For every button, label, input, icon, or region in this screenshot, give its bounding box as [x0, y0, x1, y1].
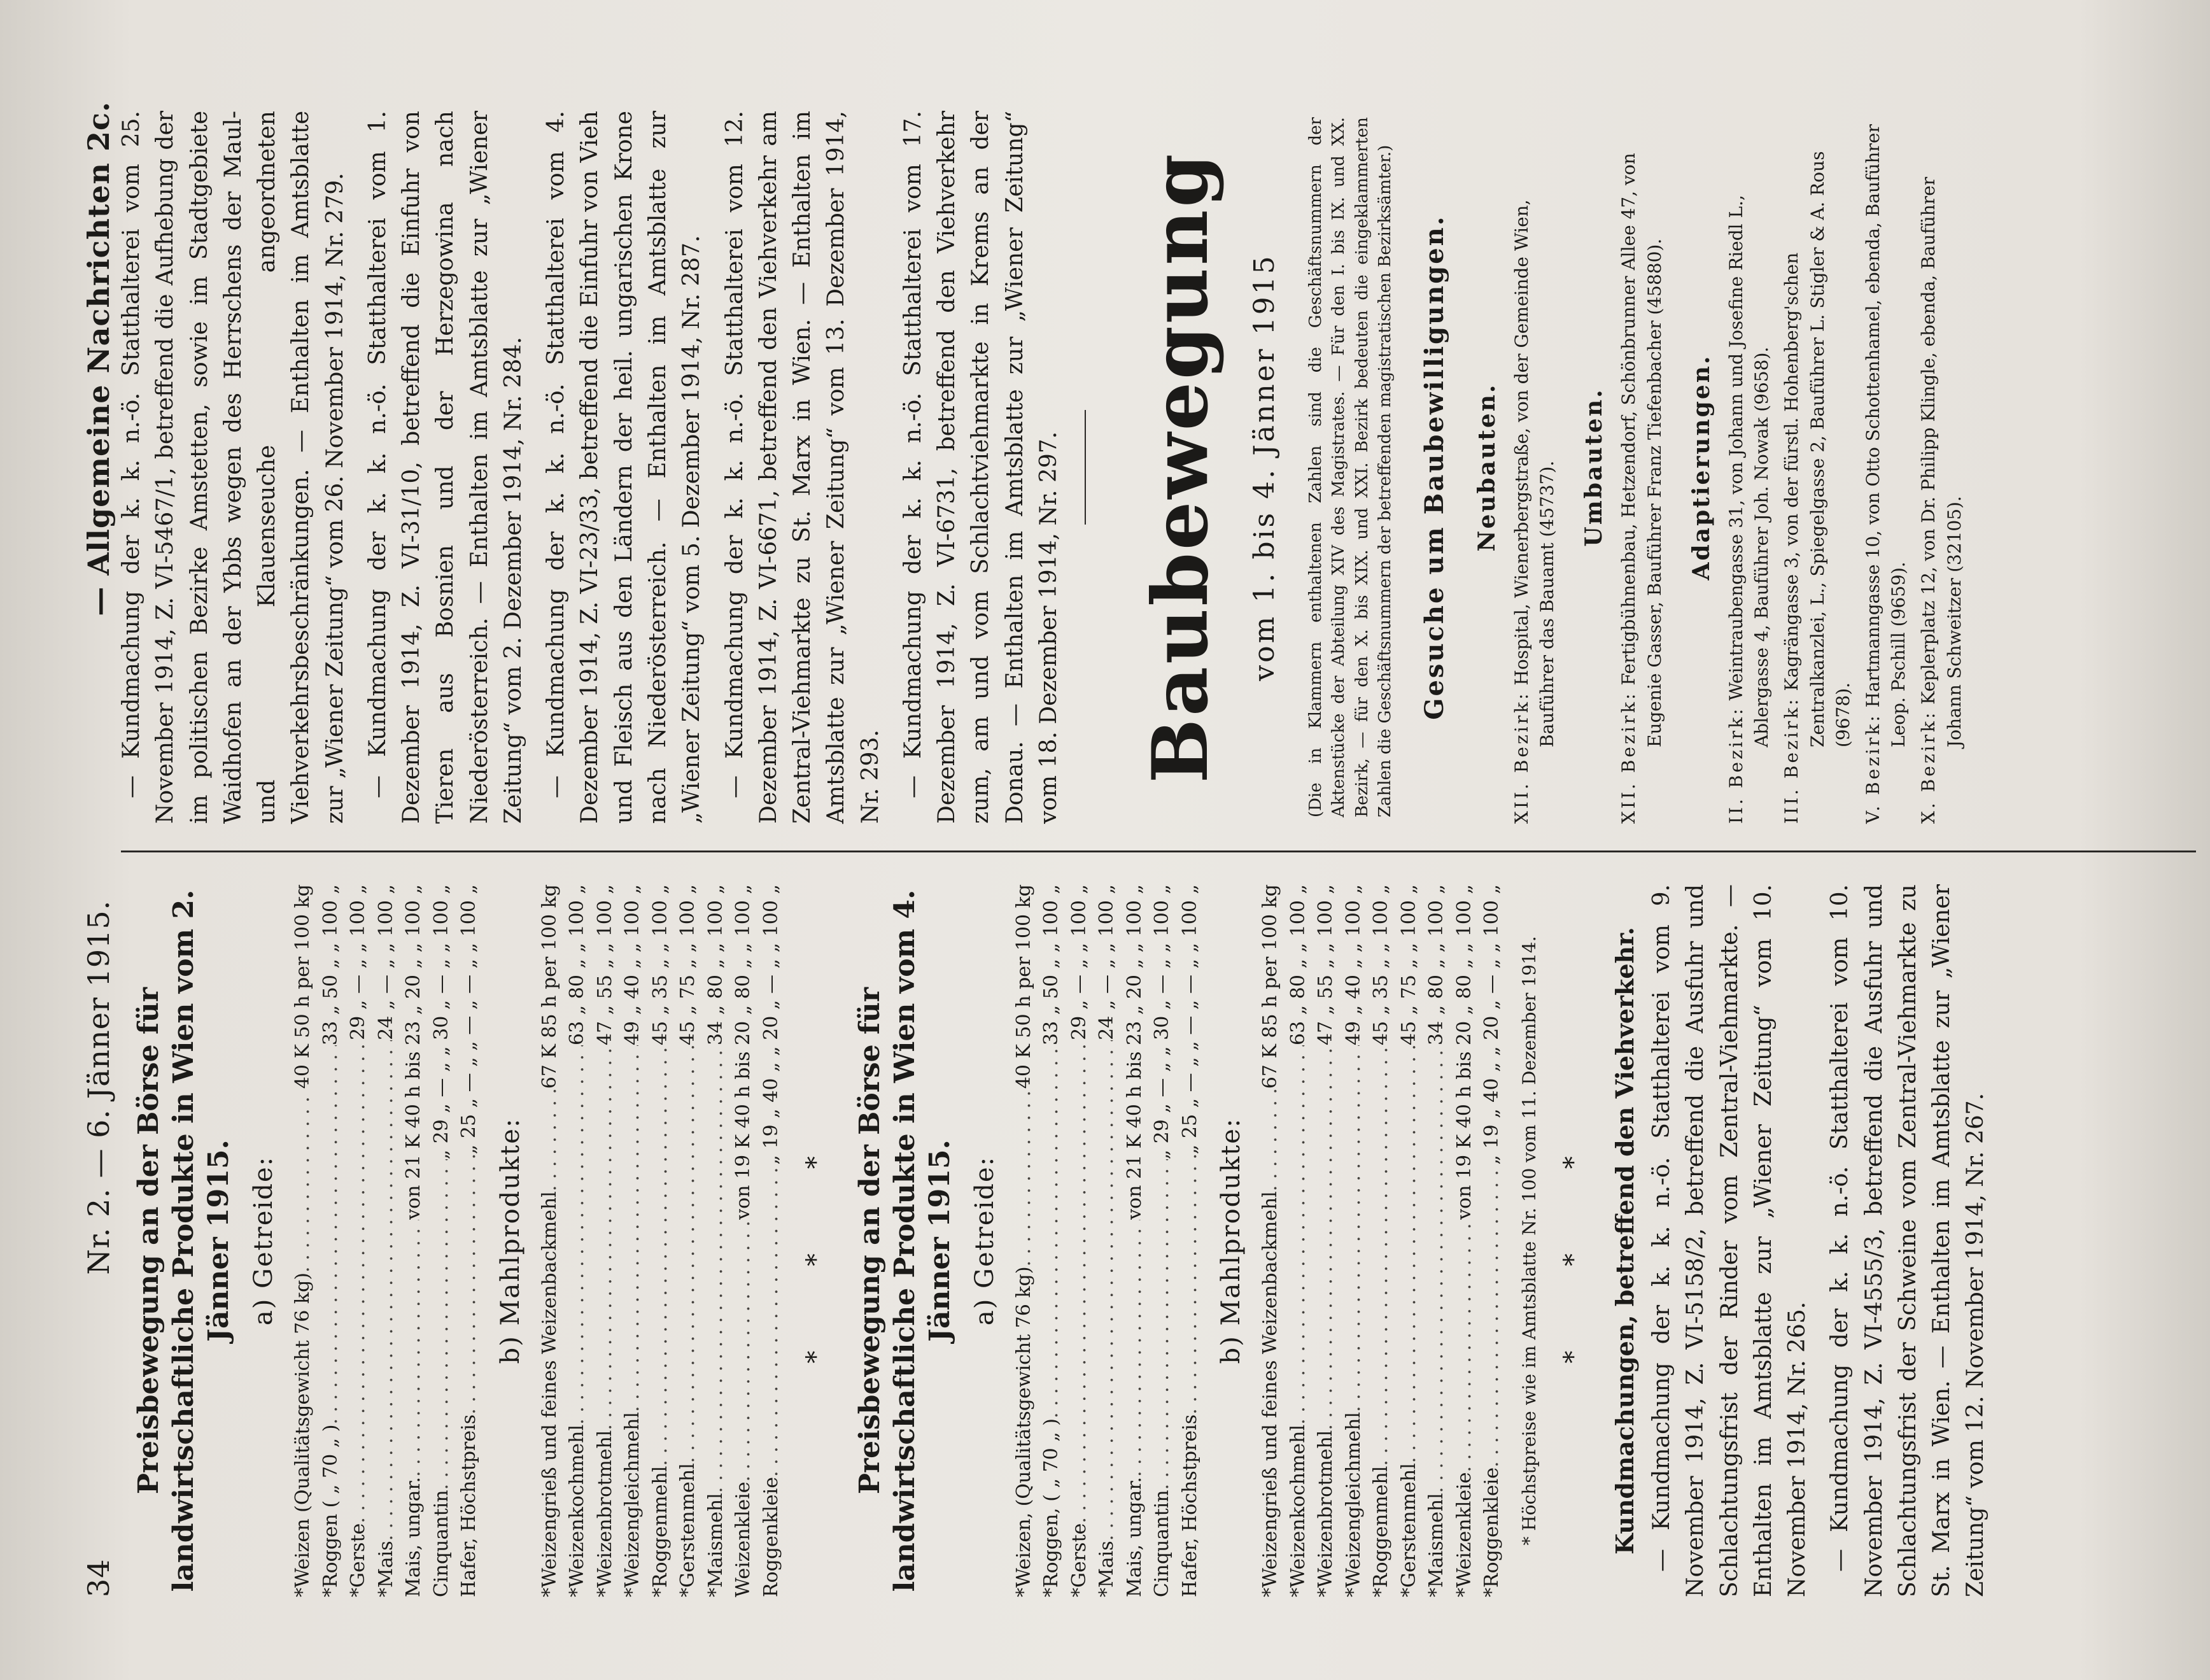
- product-name: *Weizenkleie: [1453, 1472, 1475, 1597]
- price-row: [289, 884, 317, 1597]
- price-value: 67 K 85 h per 100 kg: [1259, 884, 1282, 1089]
- leader-dots: [1423, 1045, 1451, 1493]
- entry-text: Fertigbühnenbau, Hetzendorf, Schönbrunner Allee 47, von Eugenie Gasser, Bauführer Franz Tiefenbacher (45880).: [1618, 153, 1665, 747]
- product-name: *Mais: [374, 1541, 397, 1597]
- leader-dots: [1312, 1045, 1340, 1430]
- product-name: *Gerste: [347, 1523, 370, 1597]
- product-name: Cinquantin: [430, 1490, 453, 1597]
- leader-dots: [344, 1040, 372, 1523]
- price-list-getreide-2: [1010, 884, 1204, 1597]
- neubauten-title: Neubauten.: [1473, 383, 1500, 552]
- price-row: [372, 884, 400, 1597]
- leader-dots: [536, 1089, 564, 1191]
- product-name: *Weizenkochmehl: [1286, 1424, 1309, 1597]
- short-rule: [1085, 410, 1086, 525]
- adaptierungen-title: Adaptierungen.: [1687, 354, 1715, 581]
- entry-text: Hospital, Wienerbergstraße, von der Gemeinde Wien, Bauführer das Bauamt (45737).: [1510, 199, 1558, 747]
- price-value: 34 „ 80 „ „ 100 „: [704, 884, 727, 1045]
- price-row: [1423, 884, 1451, 1597]
- product-name: *Mais: [1095, 1541, 1118, 1597]
- product-name: *Gerste: [1067, 1523, 1090, 1597]
- getreide-subheading-2: a) Getreide:: [969, 1155, 999, 1326]
- product-name: *Gerstenmehl: [677, 1463, 700, 1597]
- leader-dots: [1340, 1045, 1368, 1412]
- price-row: [1367, 884, 1395, 1597]
- price-row: [619, 884, 647, 1597]
- leader-dots: [317, 1045, 345, 1425]
- leader-dots: [372, 1040, 400, 1541]
- price-value: 63 „ 80 „ „ 100 „: [1286, 884, 1309, 1045]
- price-value: „ 29 „ — „ „ 30 „ — „ „ 100 „: [430, 884, 453, 1160]
- entry-text: Kagrängasse 3, von der fürstl. Hohenberg'schen Zentralkanzlei, L., Spiegelgasse 2, Bauführer L. Stigler & A. Rous (9678).: [1780, 151, 1854, 747]
- leader-dots: [1176, 1154, 1204, 1415]
- price-row: [455, 884, 483, 1597]
- price-row: [757, 884, 785, 1597]
- leader-dots: [428, 1159, 456, 1490]
- building-entry: [1779, 111, 1857, 824]
- district-label: XII. Bezirk:: [1510, 691, 1532, 824]
- leader-dots: [1451, 1220, 1479, 1472]
- kundmachung-paragraph: — Kundmachung der k. k. n.-ö. Statthalterei vom 4. Dezember 1914, Z. VI-23/33, betreffend die Einfuhr von Vieh und Fleisch aus den Ländern der heil. ungarischen Krone nach Niederösterreich. — Enthalten im Amtsblatte zur „Wiener Zeitung“ vom 5. Dezember 1914, Nr. 287.: [543, 111, 705, 824]
- baubewegung-note: (Die in Klammern enthaltenen Zahlen sind die Geschäftsnummern der Aktenstücke der Abteilung XIV des Magistrates. — Für den I. bis IX. und XX. Bezirk, — für den X. bis XIX. und XXI. Bezirk bedeuten die eingeklammerten Zahlen die Geschäftsnummern der betreffenden magistratischen Bezirksämter.): [1306, 117, 1395, 817]
- product-name: *Weizengrieß und feines Weizenbackmehl: [538, 1191, 561, 1597]
- product-name: Mais, ungar.: [402, 1477, 425, 1597]
- neubauten-list: [1509, 111, 1561, 824]
- price-value: 49 „ 40 „ „ 100 „: [621, 884, 644, 1045]
- entry-text: Weintraubengasse 31, von Johann und Josefine Riedl L., Ablergasse 4, Bauführer Joh. Nowak (9658).: [1725, 195, 1773, 747]
- product-name: *Roggenmehl: [1370, 1465, 1393, 1597]
- building-entry: [1509, 111, 1561, 824]
- kundmachung-paragraph: — Kundmachung der k. k. n.-ö. Statthalterei vom 25. November 1914, Z. VI-5467/1, betreffend die Aufhebung der im politischen Bezirke Amstetten, sowie im Stadtgebiete Waidhofen an der Ybbs wegen des Herrschens der Maul- und Klauenseuche angeordneten Viehverkehrsbeschränkungen. — Enthalten im Amtsblatte zur „Wiener Zeitung“ vom 26. November 1914, Nr. 279.: [118, 111, 348, 824]
- price-value: 63 „ 80 „ „ 100 „: [566, 884, 589, 1045]
- leader-dots: [1256, 1089, 1284, 1191]
- price-row: [647, 884, 675, 1597]
- entry-text: Keplerplatz 12, von Dr. Philipp Klingle, ebenda, Bauführer Johann Schweitzer (32105).: [1917, 176, 1965, 747]
- district-label: X. Bezirk:: [1917, 710, 1939, 824]
- district-label: V. Bezirk:: [1862, 713, 1883, 824]
- price-value: 45 „ 75 „ „ 100 „: [677, 884, 700, 1045]
- price-value: 45 „ 75 „ „ 100 „: [1397, 884, 1420, 1045]
- price-row: [1148, 884, 1176, 1597]
- product-name: *Roggenmehl: [649, 1465, 672, 1597]
- price-row: [1256, 884, 1284, 1597]
- price-value: 47 „ 55 „ „ 100 „: [1314, 884, 1337, 1045]
- price-value: von 21 K 40 h bis 23 „ 20 „ „ 100 „: [1123, 884, 1146, 1220]
- price-row: [563, 884, 591, 1597]
- leader-dots: [400, 1220, 428, 1477]
- price-value: 40 K 50 h per 100 kg: [292, 884, 314, 1089]
- district-label: III. Bezirk:: [1780, 696, 1802, 824]
- leader-dots: [1066, 1040, 1094, 1523]
- product-name: *Weizengrieß und feines Weizenbackmehl: [1259, 1191, 1282, 1597]
- price-value: 49 „ 40 „ „ 100 „: [1342, 884, 1365, 1045]
- gesuche-title: Gesuche um Baubewilligungen.: [1419, 215, 1450, 720]
- price-value: 29 „ — „ „ 100 „: [1067, 884, 1090, 1040]
- leader-dots: [1367, 1045, 1395, 1466]
- price-value: „ 19 „ 40 „ „ 20 „ — „ „ 100 „: [1481, 884, 1503, 1165]
- leader-dots: [619, 1045, 647, 1412]
- price-row: [1038, 884, 1066, 1597]
- price-row: [1478, 884, 1506, 1597]
- kundmachungen-title: Kundmachungen, betreffend den Viehverkehr.: [1610, 927, 1639, 1555]
- product-name: Hafer, Höchstpreis: [458, 1414, 481, 1597]
- price-row: [400, 884, 428, 1597]
- kundmachung-paragraph: — Kundmachung der k. k. n.-ö. Statthalterei vom 1. Dezember 1914, Z. VI-31/10, betreffend die Einfuhr von Tieren aus Bosnien und der Herzegowina nach Niederösterreich. — Enthalten im Amtsblatte zur „Wiener Zeitung“ vom 2. Dezember 1914, Nr. 284.: [364, 111, 526, 824]
- price-row: [1284, 884, 1313, 1597]
- price-value: von 19 K 40 h bis 20 „ 80 „ „ 100 „: [732, 884, 755, 1220]
- price-row: [1312, 884, 1340, 1597]
- column-divider: [121, 851, 2196, 852]
- product-name: *Weizenbrotmehl: [1314, 1430, 1337, 1597]
- product-name: *Maismehl: [704, 1493, 727, 1597]
- price-value: 45 „ 35 „ „ 100 „: [1370, 884, 1393, 1045]
- price-row: [536, 884, 564, 1597]
- building-entry: [1724, 111, 1775, 824]
- price-row: [1451, 884, 1479, 1597]
- product-name: Mais, ungar.: [1123, 1477, 1146, 1597]
- product-name: Cinquantin: [1151, 1490, 1174, 1597]
- section-separator-stars: * * *: [801, 1118, 831, 1364]
- price-row: [1066, 884, 1094, 1597]
- building-entry: [1616, 111, 1668, 824]
- right-column: [115, 111, 1971, 824]
- leader-dots: [1038, 1045, 1066, 1418]
- prices-title-jan4: Preisbewegung an der Börse für landwirtschaftliche Produkte in Wien vom 4. Jänner 1915.: [853, 889, 956, 1592]
- price-list-getreide-1: [289, 884, 483, 1597]
- price-row: [1010, 884, 1038, 1597]
- price-value: 34 „ 80 „ „ 100 „: [1425, 884, 1448, 1045]
- issue-line: Nr. 2. — 6. Jänner 1915.: [81, 900, 116, 1275]
- price-row: [428, 884, 456, 1597]
- price-value: „ 25 „ — „ „ — „ — „ „ 100 „: [458, 884, 481, 1155]
- price-value: 24 „ — „ „ 100 „: [374, 884, 397, 1040]
- product-name: *Gerstenmehl: [1397, 1463, 1420, 1597]
- leader-dots: [674, 1045, 702, 1463]
- building-entry: [1861, 111, 1912, 824]
- price-value: 33 „ 50 „ „ 100 „: [1040, 884, 1063, 1045]
- product-name: Weizenkleie: [732, 1481, 755, 1597]
- left-column: [115, 884, 2002, 1597]
- product-name: *Weizengleichmehl: [1342, 1411, 1365, 1597]
- product-name: *Roggenkleie: [1481, 1467, 1503, 1597]
- kundmachung-paragraph: — Kundmachung der k. k. n.-ö. Statthalterei vom 17. Dezember 1914, Z. VI-6731, betreffend den Viehverkehr zum, am und vom Schlachtviehmarkte in Krems an der Donau. — Enthalten im Amtsblatte zur „Wiener Zeitung“ vom 18. Dezember 1914, Nr. 297.: [899, 111, 1062, 824]
- price-list-mahl-1: [536, 884, 785, 1597]
- price-value: „ 19 „ 40 „ „ 20 „ — „ „ 100 „: [759, 884, 782, 1165]
- price-row: [1176, 884, 1204, 1597]
- product-name: *Maismehl: [1425, 1493, 1448, 1597]
- leader-dots: [1478, 1165, 1506, 1467]
- price-value: 67 K 85 h per 100 kg: [538, 884, 561, 1089]
- price-row: [1340, 884, 1368, 1597]
- price-value: 45 „ 35 „ „ 100 „: [649, 884, 672, 1045]
- price-row: [729, 884, 757, 1597]
- baubewegung-title: Baubewegung: [1136, 151, 1226, 784]
- leader-dots: [1395, 1045, 1423, 1463]
- price-value: 24 „ — „ „ 100 „: [1095, 884, 1118, 1040]
- product-name: *Weizengleichmehl: [621, 1411, 644, 1597]
- leader-dots: [289, 1089, 317, 1273]
- leader-dots: [563, 1045, 591, 1425]
- price-value: 29 „ — „ „ 100 „: [347, 884, 370, 1040]
- leader-dots: [729, 1220, 757, 1482]
- price-row: [317, 884, 345, 1597]
- price-value: „ 25 „ — „ „ — „ — „ „ 100 „: [1178, 884, 1201, 1155]
- price-row: [1121, 884, 1149, 1597]
- leader-dots: [757, 1165, 785, 1477]
- price-list-mahl-2: [1256, 884, 1506, 1597]
- product-name: *Weizenkochmehl: [566, 1424, 589, 1597]
- leader-dots: [1010, 1089, 1038, 1266]
- mahl-subheading-1: b) Mahlprodukte:: [495, 1117, 525, 1364]
- leader-dots: [1093, 1040, 1121, 1541]
- mahl-subheading-2: b) Mahlprodukte:: [1216, 1117, 1246, 1364]
- price-footnote: * Höchstpreise wie im Amtsblatte Nr. 100 vom 11. Dezember 1914.: [1518, 936, 1540, 1546]
- building-entry: [1916, 111, 1967, 824]
- product-name: *Weizenbrotmehl: [593, 1430, 616, 1597]
- adaptierungen-list: [1724, 111, 1967, 824]
- section-title: — Allgemeine Nachrichten 2c.: [81, 101, 116, 616]
- leader-dots: [1284, 1045, 1313, 1425]
- district-label: II. Bezirk:: [1725, 706, 1747, 824]
- price-row: [1395, 884, 1423, 1597]
- prices-title-jan2: Preisbewegung an der Börse für landwirtschaftliche Produkte in Wien vom 2. Jänner 1915.: [132, 889, 235, 1592]
- product-name: Roggenkleie: [759, 1476, 782, 1597]
- kundmachung-paragraph: — Kundmachung der k. k. n.-ö. Statthalterei vom 10. November 1914, Z. VI-4555/3, betreffend die Ausfuhr und Schlachtungsfrist der Schweine vom Zentral-Viehmarkte zu St. Marx in Wien. — Enthalten im Amtsblatte zur „Wiener Zeitung“ vom 12. November 1914, Nr. 267.: [1827, 884, 1989, 1597]
- product-name: *Weizen (Qualitätsgewicht 76 kg): [292, 1273, 314, 1597]
- price-row: [1093, 884, 1121, 1597]
- district-label: XII. Bezirk:: [1618, 691, 1640, 824]
- section-separator-stars-2: * * *: [1559, 1118, 1589, 1364]
- leader-dots: [702, 1045, 730, 1493]
- price-row: [344, 884, 372, 1597]
- entry-text: Hartmanngasse 10, von Otto Schottenhamel, ebenda, Bauführer Leop. Pschill (9659).: [1862, 124, 1910, 747]
- price-value: 40 K 50 h per 100 kg: [1012, 884, 1035, 1089]
- price-value: 33 „ 50 „ „ 100 „: [319, 884, 342, 1045]
- product-name: Hafer, Höchstpreis: [1178, 1414, 1201, 1597]
- product-name: *Roggen, ( „ 70 „ ): [1040, 1418, 1063, 1597]
- leader-dots: [1121, 1220, 1149, 1477]
- price-value: von 19 K 40 h bis 20 „ 80 „ „ 100 „: [1453, 884, 1475, 1220]
- price-row: [674, 884, 702, 1597]
- leader-dots: [1148, 1159, 1176, 1490]
- kundmachung-paragraph: — Kundmachung der k. k. n.-ö. Statthalterei vom 12. Dezember 1914, Z. VI-6671, betreffend den Viehverkehr am Zentral-Viehmarkte zu St. Marx in Wien. — Enthalten im Amtsblatte zur „Wiener Zeitung“ vom 13. Dezember 1914, Nr. 293.: [721, 111, 883, 824]
- getreide-subheading-1: a) Getreide:: [249, 1155, 278, 1326]
- leader-dots: [455, 1154, 483, 1415]
- price-row: [702, 884, 730, 1597]
- umbauten-list: [1616, 111, 1668, 824]
- price-row: [591, 884, 619, 1597]
- product-name: *Weizen, (Qualitätsgewicht 76 kg): [1012, 1266, 1035, 1597]
- kundmachung-paragraph: — Kundmachung der k. k. n.-ö. Statthalterei vom 9. November 1914, Z. VI-5158/2, betreffend die Ausfuhr und Schlachtungsfrist der Rinder vom Zentral-Viehmarkte. — Enthalten im Amtsblatte zur „Wiener Zeitung“ vom 10. November 1914, Nr. 265.: [1649, 884, 1811, 1597]
- leader-dots: [647, 1045, 675, 1466]
- leader-dots: [591, 1045, 619, 1430]
- price-value: 47 „ 55 „ „ 100 „: [593, 884, 616, 1045]
- product-name: *Roggen ( „ 70 „ ): [319, 1424, 342, 1597]
- umbauten-title: Umbauten.: [1580, 388, 1608, 547]
- price-value: von 21 K 40 h bis 23 „ 20 „ „ 100 „: [402, 884, 425, 1220]
- price-value: „ 29 „ — „ „ 30 „ — „ „ 100 „: [1151, 884, 1174, 1160]
- baubewegung-dates: vom 1. bis 4. Jänner 1915: [1248, 253, 1281, 681]
- page-number: 34: [81, 1558, 116, 1597]
